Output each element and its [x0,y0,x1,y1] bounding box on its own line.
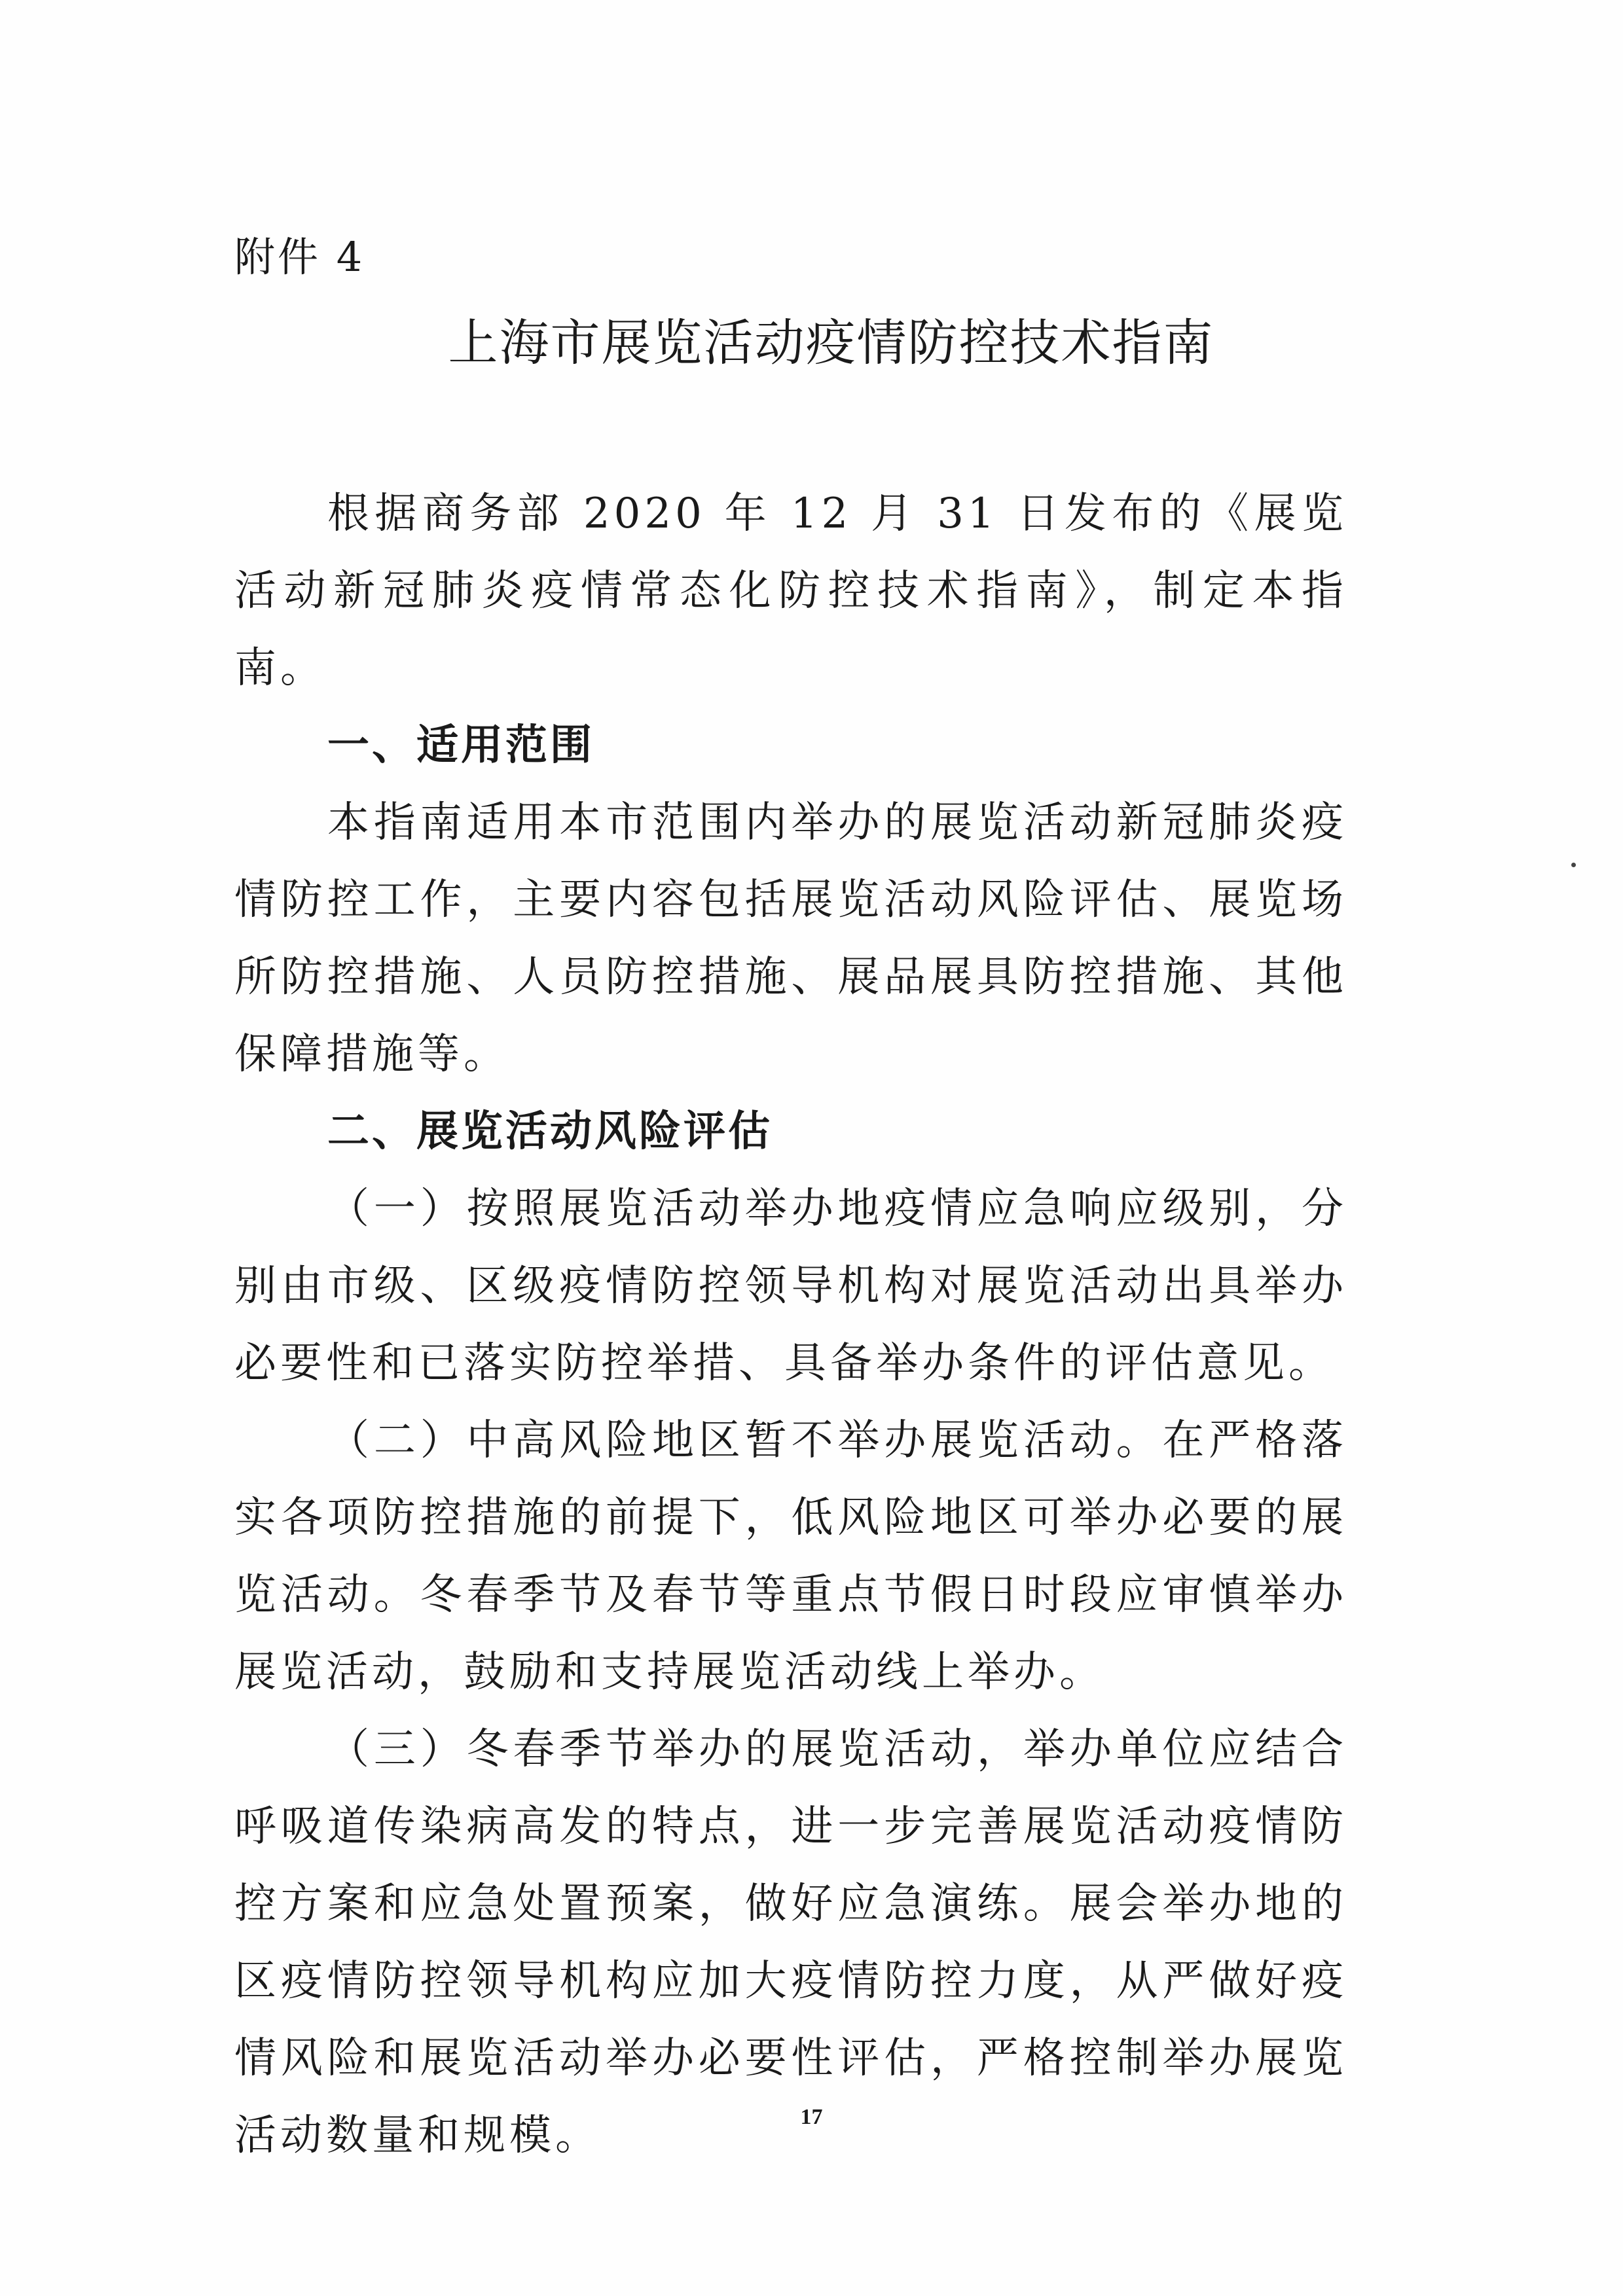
page-number: 17 [800,2105,823,2129]
document-body [234,475,1347,2174]
intro-paragraph: 根据商务部 2020 年 12 月 31 日发布的《展览活动新冠肺炎疫情常态化防控技术指南》，制定本指南。 [234,490,1347,692]
scan-speck [1571,863,1576,867]
paragraph-risk-1: （一）按照展览活动举办地疫情应急响应级别，分别由市级、区级疫情防控领导机构对展览活动出具举办必要性和已落实防控举措、具备举办条件的评估意见。 [234,1185,1347,1388]
section-heading-risk-assessment: 二、展览活动风险评估 [327,1107,773,1156]
paragraph-risk-3: （三）冬春季节举办的展览活动，举办单位应结合呼吸道传染病高发的特点，进一步完善展览活动疫情防控方案和应急处置预案，做好应急演练。展会举办地的区疫情防控领导机构应加大疫情防控力度，从严做好疫情风险和展览活动举办必要性评估，严格控制举办展览活动数量和规模。 [234,1725,1347,2160]
attachment-label: 附件 4 [234,233,365,281]
section-heading-scope: 一、适用范围 [327,721,594,770]
paragraph-scope: 本指南适用本市范围内举办的展览活动新冠肺炎疫情防控工作，主要内容包括展览活动风险评估、展览场所防控措施、人员防控措施、展品展具防控措施、其他保障措施等。 [234,798,1347,1079]
paragraph-risk-2: （二）中高风险地区暂不举办展览活动。在严格落实各项防控措施的前提下，低风险地区可举办必要的展览活动。冬春季节及春节等重点节假日时段应审慎举办展览活动，鼓励和支持展览活动线上举办。 [234,1416,1347,1696]
document-title: 上海市展览活动疫情防控技术指南 [448,314,1214,372]
